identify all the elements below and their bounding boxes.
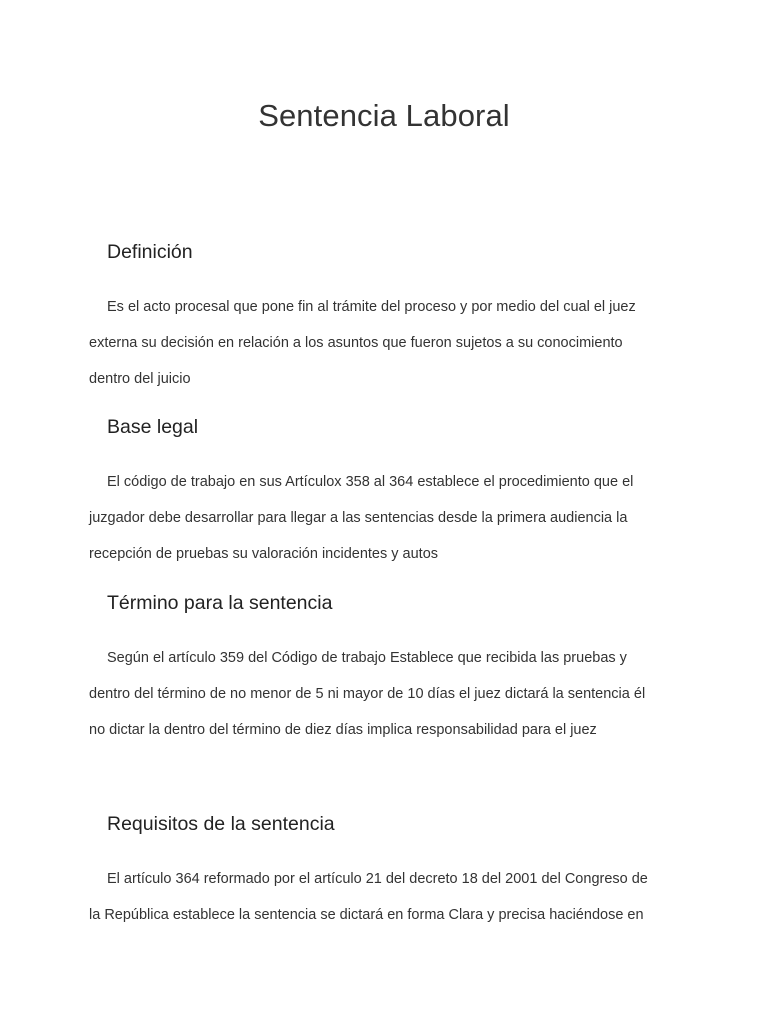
section-paragraph-definicion bbox=[89, 289, 689, 397]
paragraph-line: dentro del término de no menor de 5 ni mayor de 10 días el juez dictará la sentencia él bbox=[89, 686, 646, 702]
paragraph-line: juzgador debe desarrollar para llegar a las sentencias desde la primera audiencia la bbox=[89, 510, 628, 526]
section-paragraph-base-legal bbox=[89, 464, 689, 572]
paragraph-line: El artículo 364 reformado por el artículo 21 del decreto 18 del 2001 del Congreso de bbox=[107, 871, 648, 887]
paragraph-line: no dictar la dentro del término de diez días implica responsabilidad para el juez bbox=[89, 722, 597, 738]
section-heading-definicion: Definición bbox=[107, 241, 193, 263]
section-heading-requisitos: Requisitos de la sentencia bbox=[107, 813, 335, 835]
section-paragraph-termino bbox=[89, 640, 689, 748]
section-heading-base-legal: Base legal bbox=[107, 416, 199, 438]
section-paragraph-requisitos bbox=[89, 861, 689, 933]
paragraph-line: El código de trabajo en sus Artículox 358 al 364 establece el procedimiento que el bbox=[107, 474, 634, 490]
paragraph-line: Es el acto procesal que pone fin al trámite del proceso y por medio del cual el juez bbox=[107, 299, 636, 315]
paragraph-line: la República establece la sentencia se dictará en forma Clara y precisa haciéndose en bbox=[89, 907, 644, 923]
paragraph-line: externa su decisión en relación a los asuntos que fueron sujetos a su conocimiento bbox=[89, 335, 623, 351]
paragraph-line: Según el artículo 359 del Código de trabajo Establece que recibida las pruebas y bbox=[107, 650, 627, 666]
section-heading-termino: Término para la sentencia bbox=[107, 592, 333, 614]
document-title: Sentencia Laboral bbox=[258, 98, 510, 133]
paragraph-line: dentro del juicio bbox=[89, 371, 191, 387]
paragraph-line: recepción de pruebas su valoración incidentes y autos bbox=[89, 546, 439, 562]
